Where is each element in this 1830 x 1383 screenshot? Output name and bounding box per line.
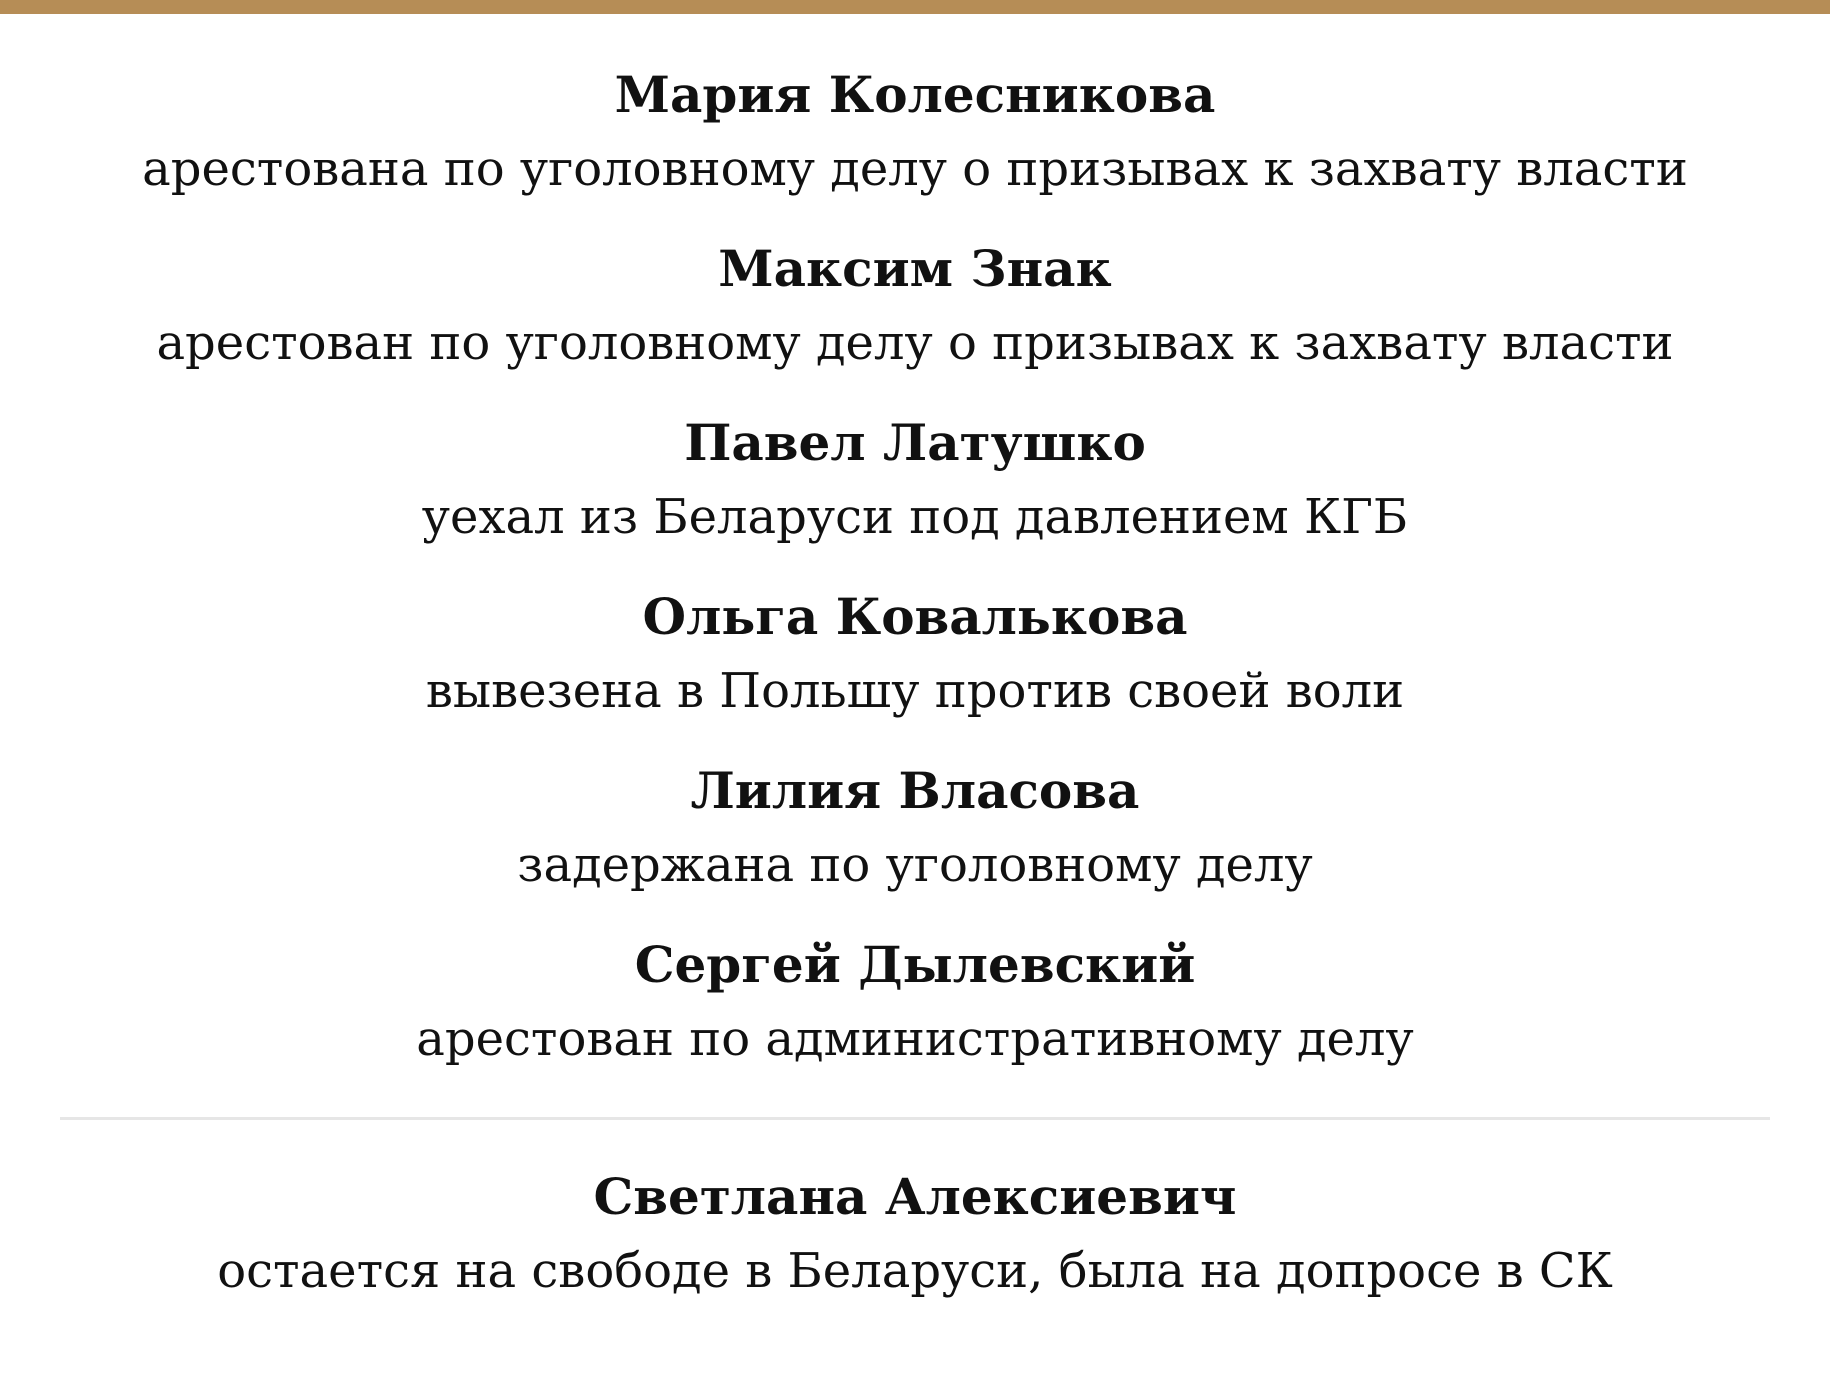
person-status: задержана по уголовному делу <box>517 837 1313 893</box>
section-divider <box>60 1117 1770 1120</box>
person-name: Мария Колесникова <box>614 65 1216 124</box>
person-entry <box>0 580 1830 728</box>
person-entry <box>0 232 1830 380</box>
person-name: Лилия Власова <box>690 761 1140 820</box>
person-status: арестован по административному делу <box>416 1011 1414 1067</box>
separate-person-entry <box>0 1160 1830 1308</box>
person-status: арестована по уголовному делу о призывах к захвату власти <box>142 141 1688 197</box>
person-entry <box>0 406 1830 554</box>
person-entry <box>0 754 1830 902</box>
person-name: Ольга Ковалькова <box>642 587 1188 646</box>
person-entry <box>0 58 1830 206</box>
top-accent-bar <box>0 0 1830 14</box>
person-status: остается на свободе в Беларуси, была на допросе в СК <box>217 1243 1613 1299</box>
person-name: Максим Знак <box>718 239 1112 298</box>
person-entry <box>0 928 1830 1076</box>
person-name: Сергей Дылевский <box>634 935 1196 994</box>
person-status: арестован по уголовному делу о призывах к захвату власти <box>156 315 1674 371</box>
person-name: Светлана Алексиевич <box>593 1167 1237 1226</box>
person-status: уехал из Беларуси под давлением КГБ <box>421 489 1409 545</box>
person-status: вывезена в Польшу против своей воли <box>425 663 1405 719</box>
person-name: Павел Латушко <box>684 413 1146 472</box>
